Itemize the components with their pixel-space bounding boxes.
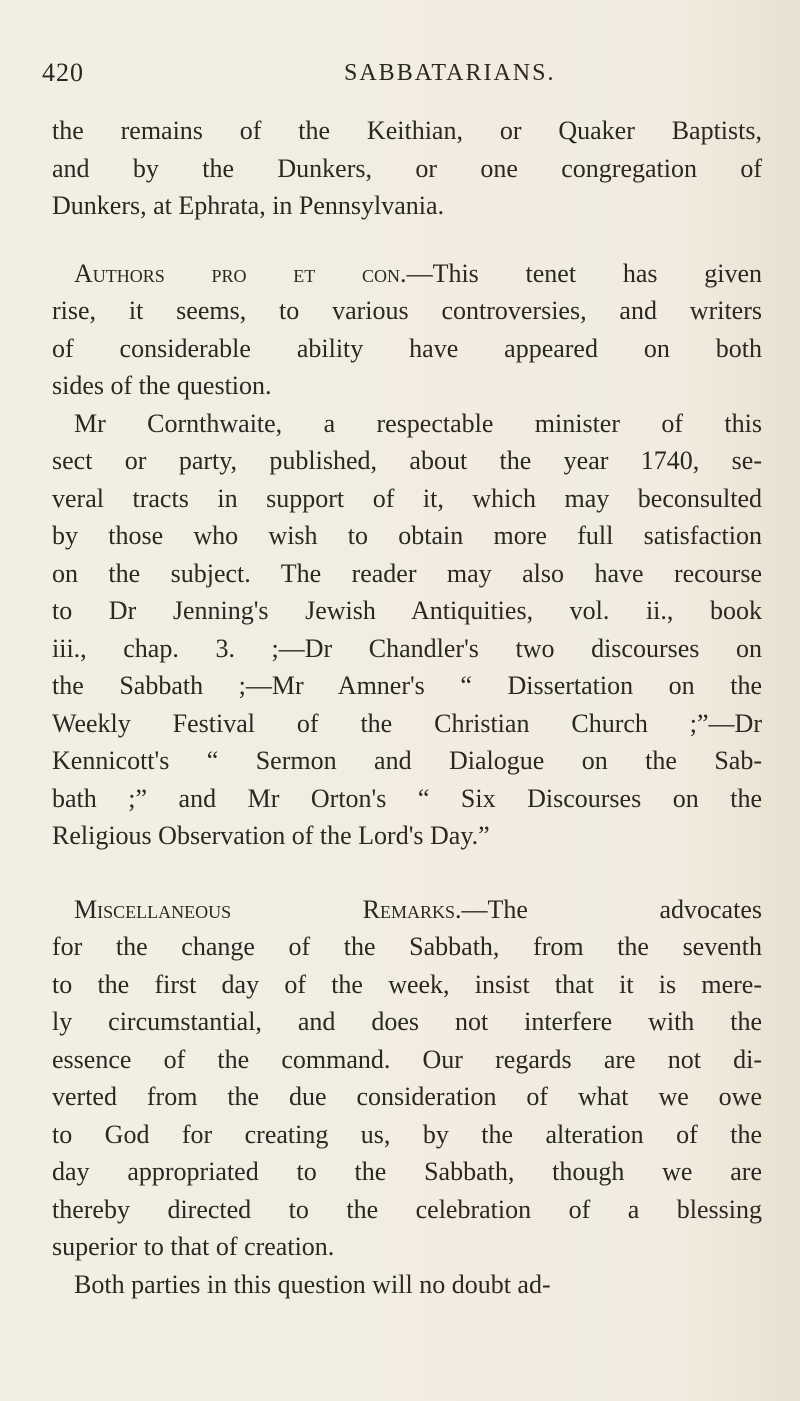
text-line: to God for creating us, by the alteration of the (52, 1119, 762, 1149)
text-line: Kennicott's “ Sermon and Dialogue on the Sab- (52, 746, 762, 775)
text-line: Authors pro et con.—This tenet has given (74, 258, 762, 288)
text-line: Weekly Festival of the Christian Church ;”—Dr (52, 708, 762, 738)
text-line: verted from the due consideration of what we owe (52, 1082, 762, 1111)
text-line: bath ;” and Mr Orton's “ Six Discourses on the (52, 783, 762, 813)
text-line: sect or party, published, about the year 1740, se- (52, 446, 762, 475)
paragraph-5 (52, 1266, 762, 1304)
text-line: iii., chap. 3. ;—Dr Chandler's two discourses on (52, 633, 762, 663)
text-line: the Sabbath ;—Mr Amner's “ Dissertation on the (52, 671, 762, 700)
text-line: Mr Cornthwaite, a respectable minister of this (74, 408, 762, 438)
text-line: superior to that of creation. (52, 1232, 335, 1261)
text-line: rise, it seems, to various controversies, and writers (52, 296, 762, 325)
text-line: Religious Observation of the Lord's Day.” (52, 821, 490, 850)
paragraph-4 (52, 891, 762, 1266)
text-line: on the subject. The reader may also have recourse (52, 558, 762, 588)
text-line: Both parties in this question will no doubt ad- (74, 1269, 551, 1299)
text-line: sides of the question. (52, 371, 272, 400)
page-number: 420 (42, 58, 84, 87)
text-line: and by the Dunkers, or one congregation of (52, 153, 762, 183)
text-line: veral tracts in support of it, which may beconsulted (52, 483, 762, 513)
text-line: day appropriated to the Sabbath, though we are (52, 1157, 762, 1186)
text-line: for the change of the Sabbath, from the seventh (52, 932, 762, 961)
text-line: to Dr Jenning's Jewish Antiquities, vol. ii., book (52, 596, 762, 625)
body-text (52, 112, 762, 1303)
text-line: essence of the command. Our regards are not di- (52, 1044, 762, 1074)
text-line: the remains of the Keithian, or Quaker Baptists, (52, 116, 762, 145)
text-line: to the first day of the week, insist that it is mere- (52, 969, 762, 999)
text-line: Miscellaneous Remarks.—The advocates (74, 894, 762, 924)
text-line: of considerable ability have appeared on both (52, 333, 762, 363)
text-line: by those who wish to obtain more full satisfaction (52, 521, 762, 550)
paragraph-1 (52, 112, 762, 225)
paragraph-2 (52, 255, 762, 405)
running-head: SABBATARIANS. (344, 60, 556, 86)
text-line: Dunkers, at Ephrata, in Pennsylvania. (52, 191, 445, 220)
text-line: ly circumstantial, and does not interfere with the (52, 1007, 762, 1036)
paragraph-3 (52, 405, 762, 855)
text-line: thereby directed to the celebration of a blessing (52, 1194, 762, 1224)
